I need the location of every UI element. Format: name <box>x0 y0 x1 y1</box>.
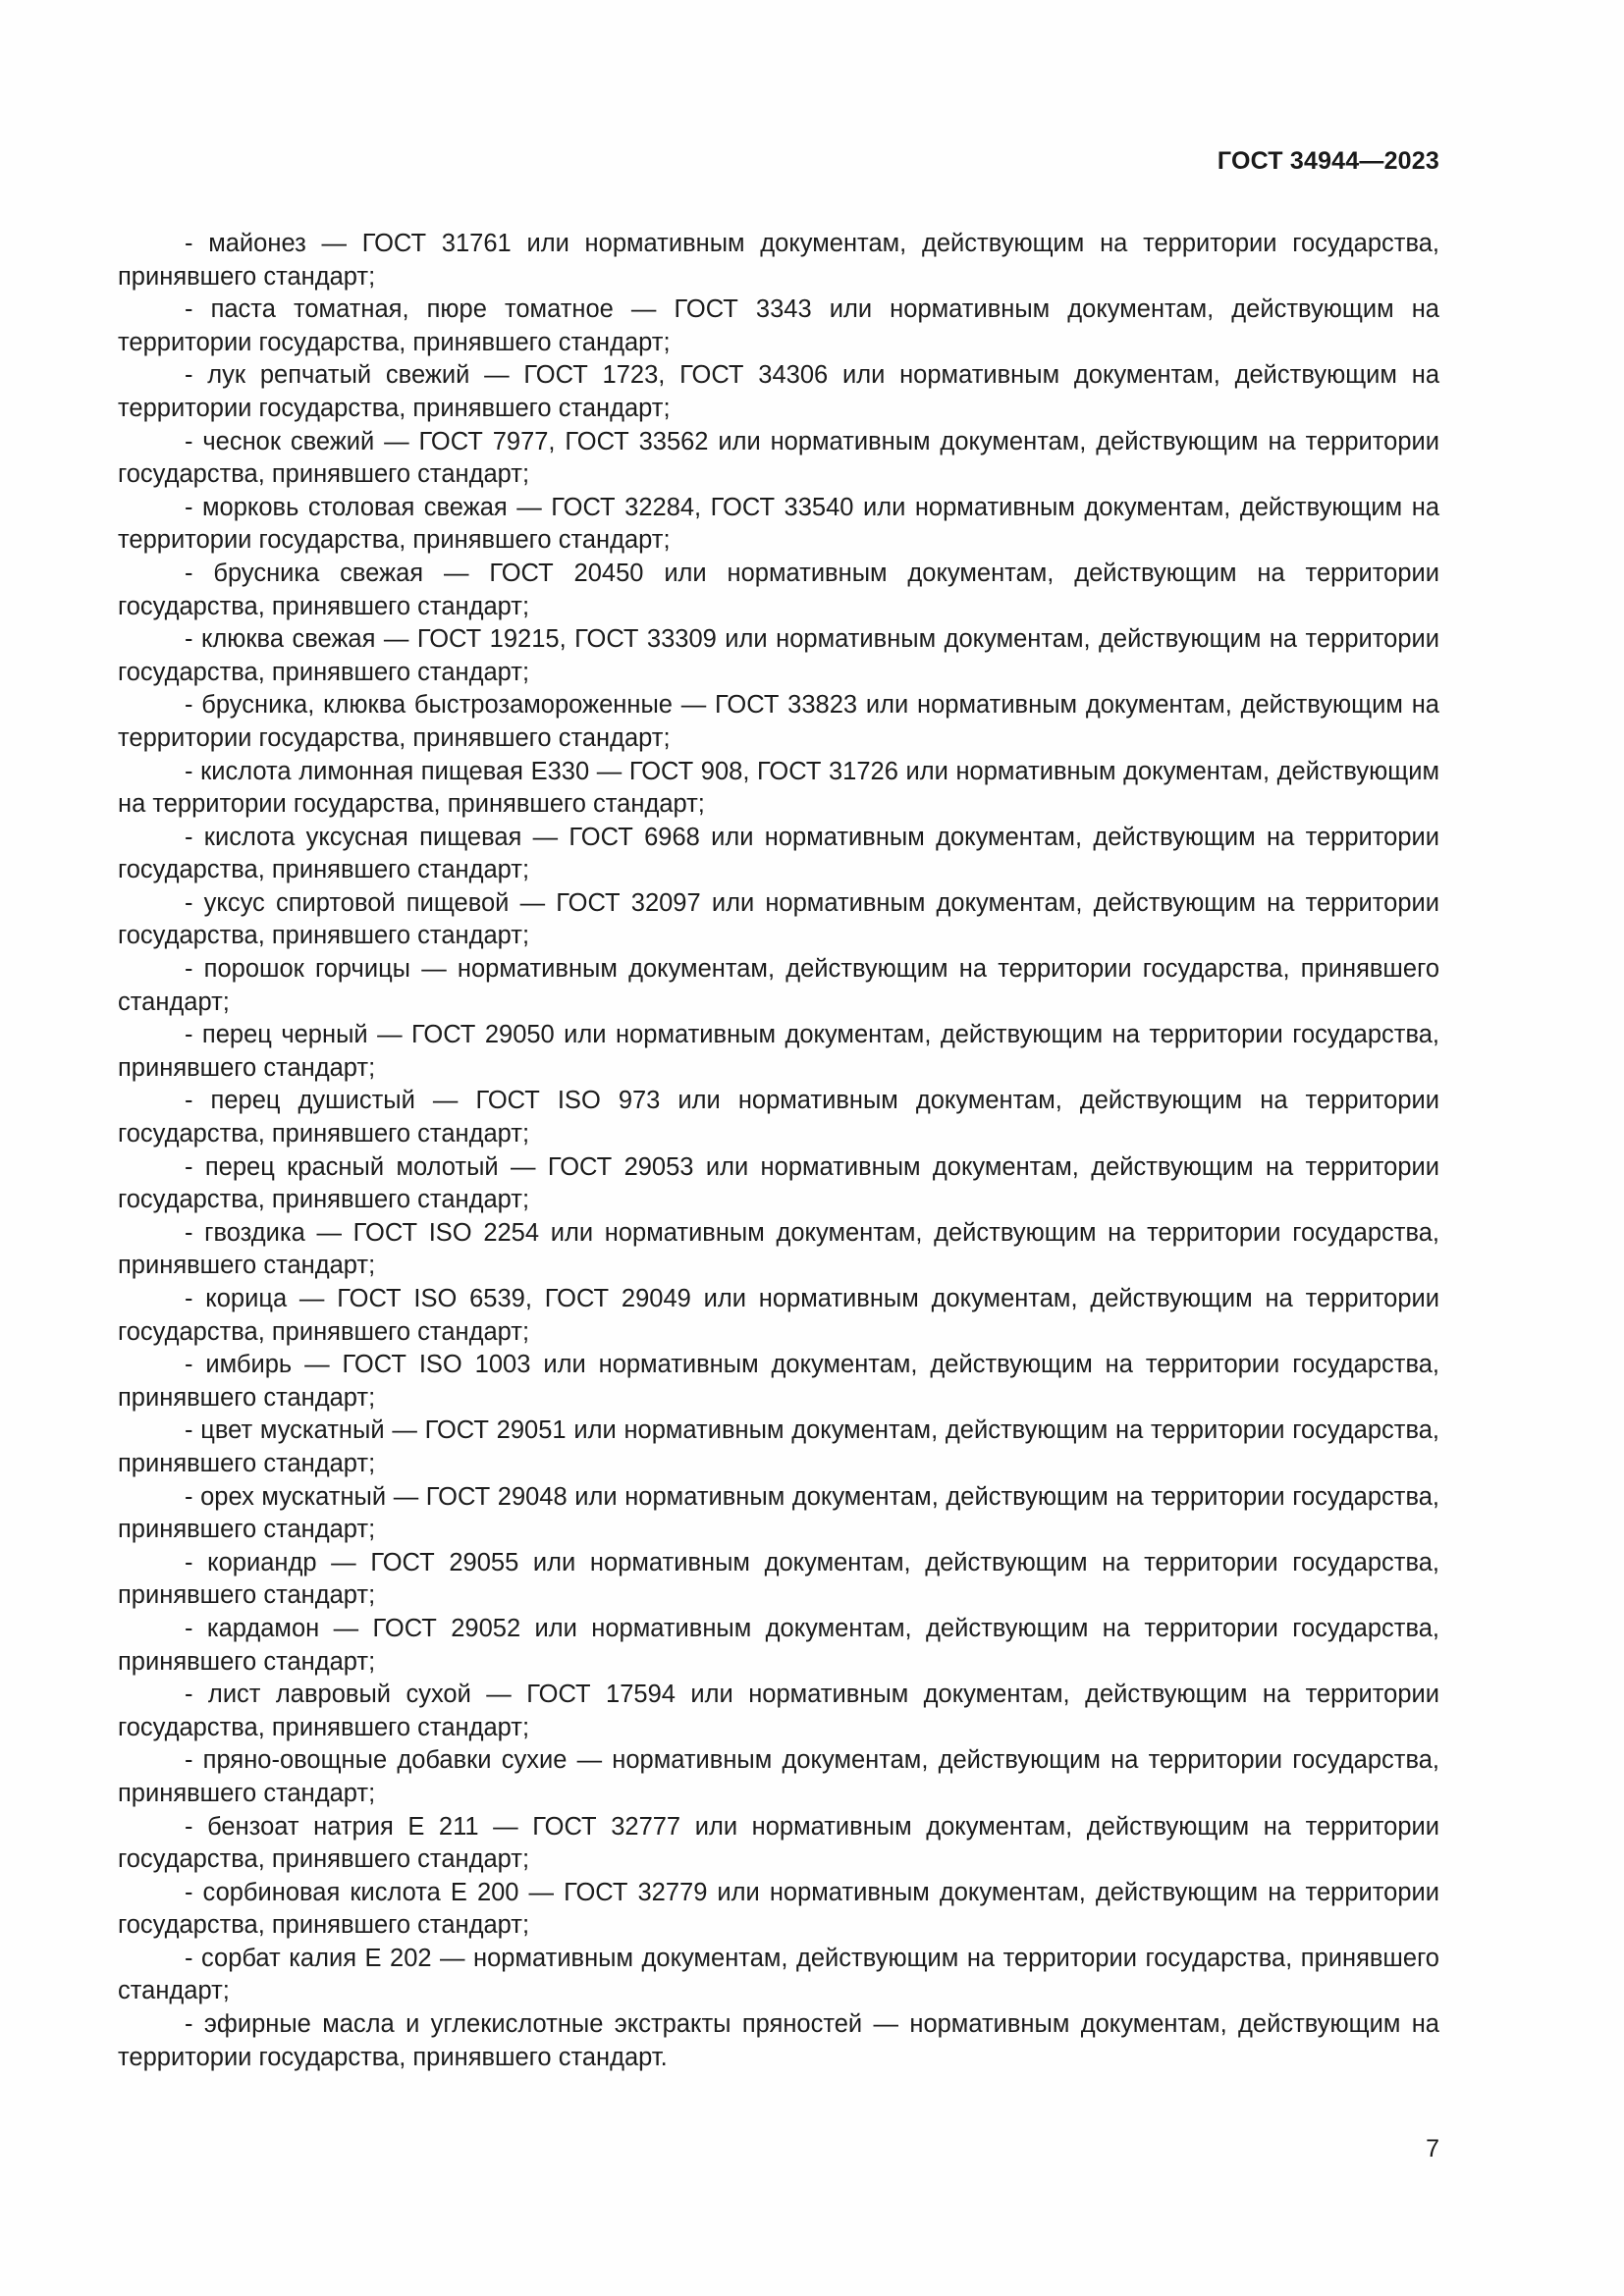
list-item: - майонез — ГОСТ 31761 или нормативным документам, действующим на территории государства, принявшего стандарт; <box>118 230 1439 291</box>
list-item: - кориандр — ГОСТ 29055 или нормативным документам, действующим на территории государства, принявшего стандарт; <box>118 1548 1439 1610</box>
list-item: - перец красный молотый — ГОСТ 29053 или нормативным документам, действующим на территории государства, принявшего стандарт; <box>118 1152 1439 1214</box>
list-item: - бензоат натрия Е 211 — ГОСТ 32777 или нормативным документам, действующим на территории государства, принявшего стандарт; <box>118 1812 1439 1874</box>
list-item: - перец душистый — ГОСТ ISO 973 или нормативным документам, действующим на территории государства, принявшего стандарт; <box>118 1087 1439 1148</box>
list-item: - корица — ГОСТ ISO 6539, ГОСТ 29049 или нормативным документам, действующим на территории государства, принявшего стандарт; <box>118 1285 1439 1346</box>
list-item: - гвоздика — ГОСТ ISO 2254 или нормативным документам, действующим на территории государства, принявшего стандарт; <box>118 1218 1439 1280</box>
list-item: - кардамон — ГОСТ 29052 или нормативным документам, действующим на территории государства, принявшего стандарт; <box>118 1614 1439 1676</box>
list-item: - уксус спиртовой пищевой — ГОСТ 32097 или нормативным документам, действующим на территории государства, принявшего стандарт; <box>118 888 1439 950</box>
list-item: - брусника свежая — ГОСТ 20450 или нормативным документам, действующим на территории государства, принявшего стандарт; <box>118 559 1439 620</box>
page-number: 7 <box>1426 2135 1439 2163</box>
list-item: - пряно-овощные добавки сухие — нормативным документам, действующим на территории государства, принявшего стандарт; <box>118 1746 1439 1807</box>
list-item: - лист лавровый сухой — ГОСТ 17594 или нормативным документам, действующим на территории государства, принявшего стандарт; <box>118 1681 1439 1741</box>
list-item: - имбирь — ГОСТ ISO 1003 или нормативным документам, действующим на территории государства, принявшего стандарт; <box>118 1351 1439 1412</box>
list-item: - кислота лимонная пищевая Е330 — ГОСТ 908, ГОСТ 31726 или нормативным документам, действующим на территории государства, принявшего стандарт; <box>118 757 1439 819</box>
list-item: - брусника, клюква быстрозамороженные — ГОСТ 33823 или нормативным документам, действующим на территории государства, принявшего стандарт; <box>118 691 1439 752</box>
list-item: - перец черный — ГОСТ 29050 или нормативным документам, действующим на территории государства, принявшего стандарт; <box>118 1021 1439 1082</box>
list-item: - чеснок свежий — ГОСТ 7977, ГОСТ 33562 или нормативным документам, действующим на территории государства, принявшего стандарт; <box>118 427 1439 489</box>
list-item: - сорбат калия Е 202 — нормативным документам, действующим на территории государства, принявшего стандарт; <box>118 1944 1439 2005</box>
list-item: - кислота уксусная пищевая — ГОСТ 6968 или нормативным документам, действующим на территории государства, принявшего стандарт; <box>118 823 1439 884</box>
list-item: - клюква свежая — ГОСТ 19215, ГОСТ 33309 или нормативным документам, действующим на территории государства, принявшего стандарт; <box>118 625 1439 686</box>
list-item: - цвет мускатный — ГОСТ 29051 или нормативным документам, действующим на территории государства, принявшего стандарт; <box>118 1416 1439 1477</box>
list-item: - паста томатная, пюре томатное — ГОСТ 3343 или нормативным документам, действующим на территории государства, принявшего стандарт; <box>118 295 1439 356</box>
list-item: - порошок горчицы — нормативным документам, действующим на территории государства, принявшего стандарт; <box>118 955 1439 1016</box>
standard-id-header: ГОСТ 34944—2023 <box>1217 147 1439 175</box>
list-item: - лук репчатый свежий — ГОСТ 1723, ГОСТ 34306 или нормативным документам, действующим на территории государства, принявшего стандарт; <box>118 361 1439 422</box>
list-item: - сорбиновая кислота Е 200 — ГОСТ 32779 или нормативным документам, действующим на территории государства, принявшего стандарт; <box>118 1878 1439 1940</box>
ingredient-standards-list <box>118 228 1439 2074</box>
list-item: - эфирные масла и углекислотные экстракты пряностей — нормативным документам, действующим на территории государства, принявшего стандарт. <box>118 2010 1439 2071</box>
list-item: - орех мускатный — ГОСТ 29048 или нормативным документам, действующим на территории государства, принявшего стандарт; <box>118 1482 1439 1544</box>
list-item: - морковь столовая свежая — ГОСТ 32284, ГОСТ 33540 или нормативным документам, действующим на территории государства, принявшего стандарт; <box>118 493 1439 555</box>
